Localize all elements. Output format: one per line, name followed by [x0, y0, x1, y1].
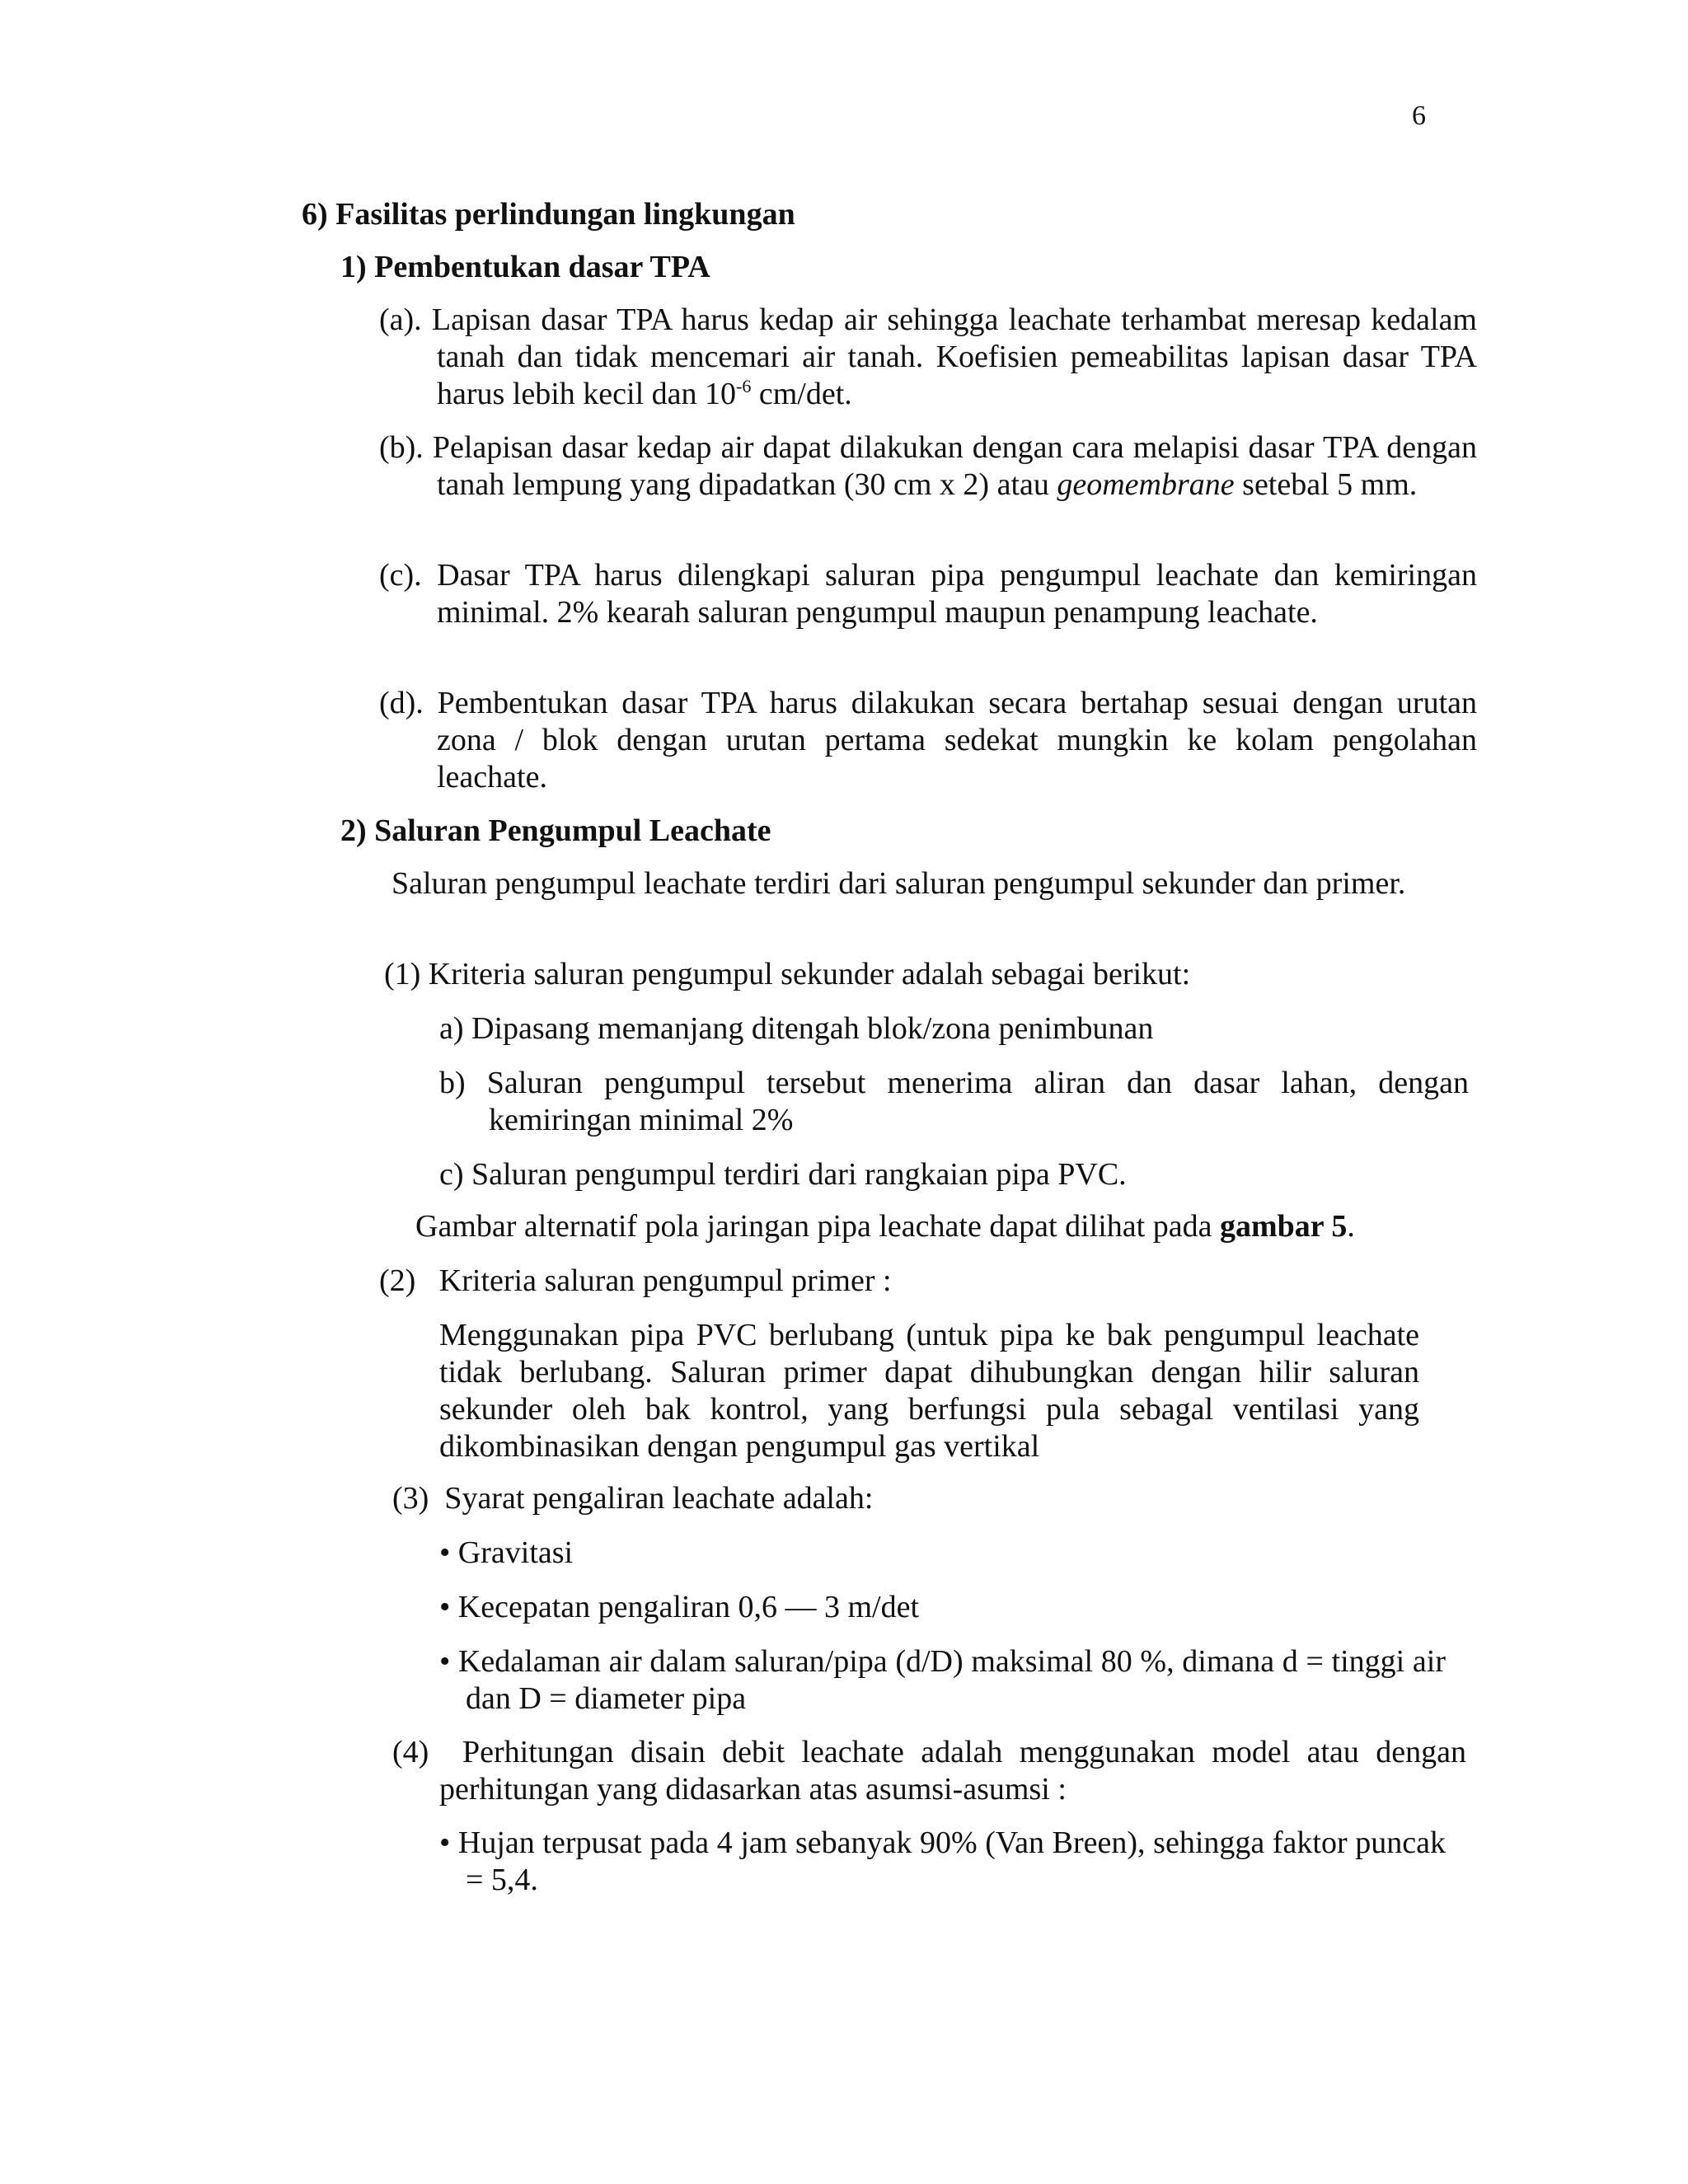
figure-reference-end: .	[1347, 1209, 1355, 1244]
subsection-heading-2: 2) Saluran Pengumpul Leachate	[340, 813, 771, 848]
figure-reference-bold: gambar 5	[1219, 1209, 1348, 1244]
criteria-3-label: (3) Syarat pengaliran leachate adalah:	[392, 1481, 874, 1516]
item-b-italic-term: geomembrane	[1057, 467, 1235, 502]
item-b-text-end: setebal 5 mm.	[1234, 467, 1418, 502]
leachate-intro-paragraph: Saluran pengumpul leachate terdiri dari saluran pengumpul sekunder dan primer.	[392, 866, 1406, 901]
criteria-1-c: c) Saluran pengumpul terdiri dari rangkaian pipa PVC.	[439, 1157, 1127, 1192]
criteria-3-bullet-3: • Kedalaman air dalam saluran/pipa (d/D) maksimal 80 %, dimana d = tinggi air dan D = diameter pipa	[439, 1644, 1446, 1716]
figure-reference-text: Gambar alternatif pola jaringan pipa leachate dapat dilihat pada	[415, 1209, 1220, 1244]
criteria-2-label: (2) Kriteria saluran pengumpul primer :	[379, 1263, 892, 1298]
section-heading: 6) Fasilitas perlindungan lingkungan	[302, 197, 795, 232]
criteria-1-a: a) Dipasang memanjang ditengah blok/zona penimbunan	[439, 1011, 1154, 1046]
item-a-text: (a). Lapisan dasar TPA harus kedap air sehingga leachate terhambat meresap kedalam tanah dan tidak mencemari air tanah. Koefisien pemeabilitas lapisan dasar TPA harus lebih kecil dan 10	[379, 302, 1477, 411]
page-number: 6	[1412, 101, 1426, 131]
criteria-4-bullet-1: • Hujan terpusat pada 4 jam sebanyak 90% (Van Breen), sehingga faktor puncak = 5,4.	[439, 1825, 1446, 1897]
item-a-unit: cm/det.	[751, 377, 852, 411]
criteria-3-bullet-1: • Gravitasi	[439, 1535, 574, 1570]
subsection-heading-1: 1) Pembentukan dasar TPA	[340, 250, 710, 284]
figure-reference	[415, 1208, 1355, 1245]
exponent: -6	[736, 376, 752, 396]
criteria-1-b: b) Saluran pengumpul tersebut menerima aliran dan dasar lahan, dengan kemiringan minimal 2%	[439, 1066, 1469, 1137]
item-d-paragraph: (d). Pembentukan dasar TPA harus dilakukan secara bertahap sesuai dengan urutan zona / blok dengan urutan pertama sedekat mungkin ke kolam pengolahan leachate.	[379, 686, 1477, 794]
criteria-3-bullet-2: • Kecepatan pengaliran 0,6 — 3 m/det	[439, 1590, 920, 1624]
item-b-text: (b). Pelapisan dasar kedap air dapat dilakukan dengan cara melapisi dasar TPA dengan tanah lempung yang dipadatkan (30 cm x 2) atau	[379, 430, 1477, 502]
criteria-2-text: Menggunakan pipa PVC berlubang (untuk pipa ke bak pengumpul leachate tidak berlubang. Saluran primer dapat dihubungkan dengan hilir saluran sekunder oleh bak kontrol, yang berfungsi pula sebagal ventilasi yang dikombinasikan dengan pengumpul gas vertikal	[439, 1318, 1419, 1464]
criteria-4-paragraph: (4) Perhitungan disain debit leachate adalah menggunakan model atau dengan perhitungan yang didasarkan atas asumsi-asumsi :	[392, 1735, 1475, 1807]
item-c-paragraph: (c). Dasar TPA harus dilengkapi saluran pipa pengumpul leachate dan kemiringan minimal. 2% kearah saluran pengumpul maupun penampung leachate.	[379, 558, 1477, 630]
criteria-1-label: (1) Kriteria saluran pengumpul sekunder adalah sebagai berikut:	[384, 957, 1191, 991]
item-b-paragraph	[379, 429, 1477, 504]
item-a-paragraph	[379, 302, 1477, 413]
